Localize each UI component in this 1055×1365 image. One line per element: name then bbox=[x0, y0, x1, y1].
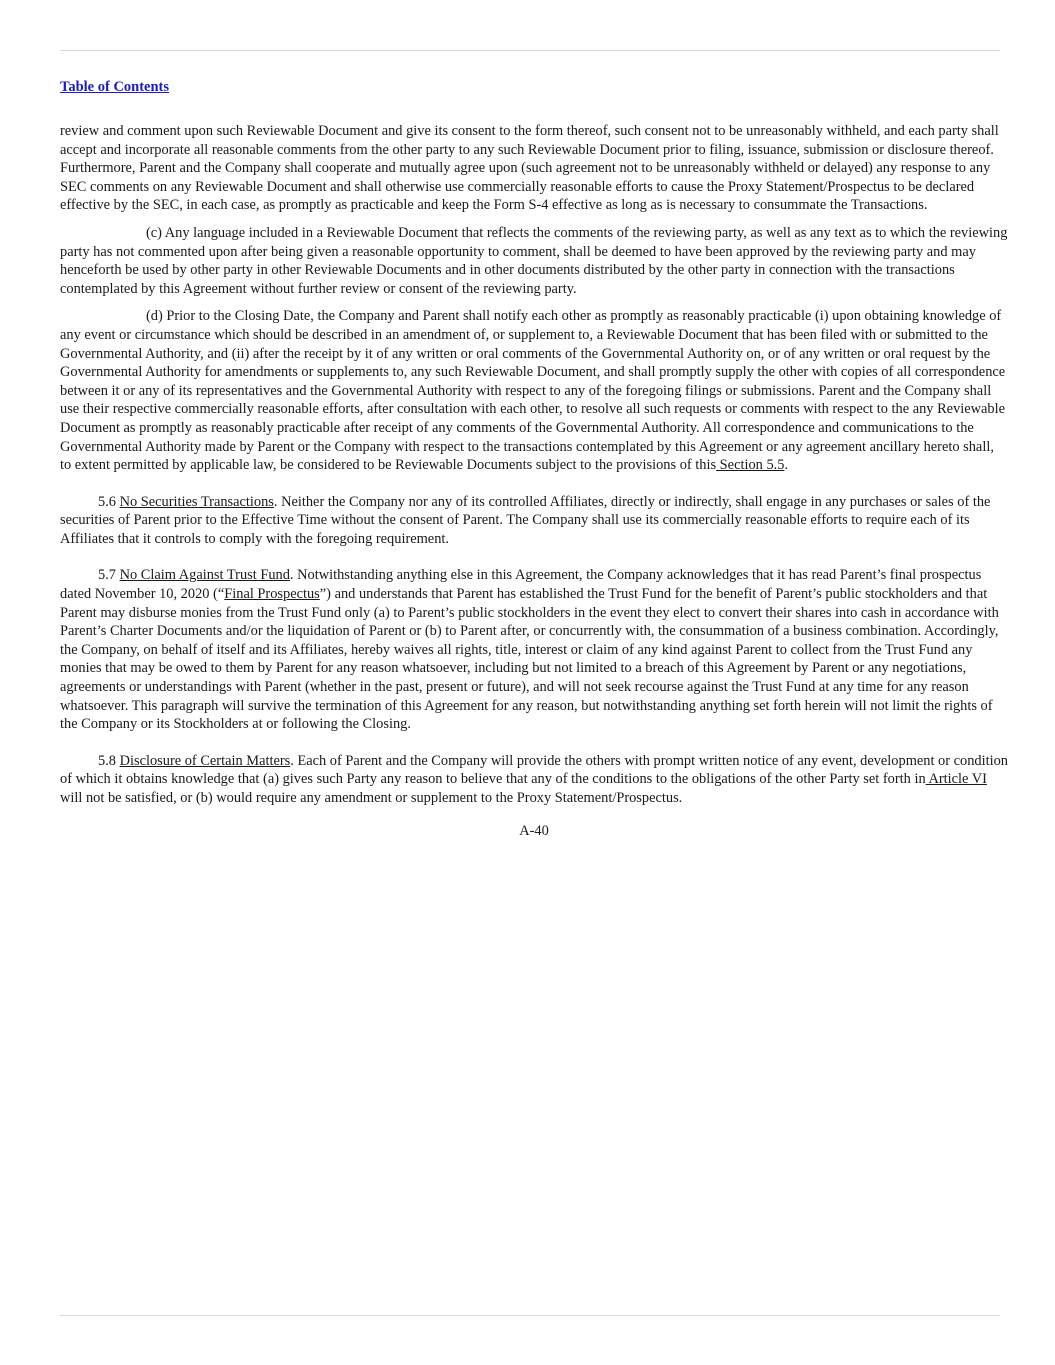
paragraph-review-comment: review and comment upon such Reviewable Document and give its consent to the form thereof, such consent not to be unreasonably withheld, and each party shall accept and incorporate all reasonable comments from the other party to any such Reviewable Document prior to filing, issuance, submission or disclosure thereof. Furthermore, Parent and the Company shall cooperate and mutually agree upon (such agreement not to be unreasonably withheld or delayed) any response to any SEC comments on any Reviewable Document and shall otherwise use commercially reasonable efforts to cause the Proxy Statement/Prospectus to be declared effective by the SEC, in each case, as promptly as practicable and keep the Form S-4 effective as long as is necessary to consummate the Transactions. bbox=[60, 123, 999, 214]
table-of-contents-link[interactable]: Table of Contents bbox=[60, 79, 170, 95]
section-5-6-number: 5.6 bbox=[98, 493, 120, 510]
page-number: A-40 bbox=[519, 822, 549, 839]
document-body bbox=[60, 122, 1008, 840]
section-5-6 bbox=[60, 493, 1008, 549]
section-5-8-number: 5.8 bbox=[98, 752, 120, 769]
section-5-8-text-a: . Each of Parent and the Company will provide the others with prompt written notice of any event, development or condition of which it obtains knowledge that (a) gives such Party any reason to believe that any of the conditions to the obligations of the other Party set forth in bbox=[60, 752, 1009, 788]
section-5-7 bbox=[60, 566, 1008, 733]
section-5-6-text: . Neither the Company nor any of its controlled Affiliates, directly or indirectly, shall engage in any purchases or sales of the securities of Parent prior to the Effective Time without the consent of Parent. The Company shall use its commercially reasonable efforts to require each of its Affiliates that it controls to comply with the foregoing requirement. bbox=[60, 493, 991, 547]
section-5-7-number: 5.7 bbox=[98, 567, 120, 584]
section-5-7-text-a: . Notwithstanding anything else in this Agreement, the Company acknowledges that it has read Parent’s final prospectus dated November 10, 2020 (“ bbox=[60, 567, 982, 603]
paragraph-c: (c) Any language included in a Reviewable Document that reflects the comments of the reviewing party, as well as any text as to which the reviewing party has not commented upon after being given a reasonable opportunity to comment, shall be deemed to have been approved by the reviewing party and may henceforth be used by other party in other Reviewable Documents and in other documents distributed by the other party in connection with the transactions contemplated by this Agreement without further review or consent of the reviewing party. bbox=[60, 224, 1008, 297]
final-prospectus-term: Final Prospectus bbox=[224, 586, 320, 603]
paragraph-d-text: (d) Prior to the Closing Date, the Company and Parent shall notify each other as promptly as reasonably practicable (i) upon obtaining knowledge of any event or circumstance which should be described in an amendment of, or supplement to, a Reviewable Document that has been filed with or submitted to the Governmental Authority, and (ii) after the receipt by it of any written or oral comments of the Governmental Authority on, or of any written or oral request by the Governmental Authority for amendments or supplements to, any such Reviewable Document, and shall promptly supply the other with copies of all correspondence between it or any of its representatives and the Governmental Authority with respect to any of the foregoing filings or submissions. Parent and the Company shall use their respective commercially reasonable efforts, after consultation with each other, to resolve all such requests or comments with respect to the any Reviewable Document as promptly as reasonably practicable after receipt of any comments of the Governmental Authority. All correspondence and communications to the Governmental Authority made by Parent or the Company with respect to the transactions contemplated by this Agreement or any agreement ancillary hereto shall, to extent permitted by applicable law, be considered to be Reviewable Documents subject to the provisions of this bbox=[60, 308, 1006, 474]
section-5-7-title: No Claim Against Trust Fund bbox=[119, 567, 290, 584]
article-vi-reference: Article VI bbox=[925, 771, 987, 788]
section-5-8-title: Disclosure of Certain Matters bbox=[119, 752, 291, 769]
section-5-7-text-b: ”) and understands that Parent has established the Trust Fund for the benefit of Parent’s public stockholders and that Parent may disburse monies from the Trust Fund only (a) to Parent’s public stockholders in the event they elect to convert their shares into cash in accordance with Parent’s Charter Documents and/or the liquidation of Parent or (b) to Parent after, or concurrently with, the consummation of a business combination. Accordingly, the Company, on behalf of itself and its Affiliates, hereby waives all rights, title, interest or claim of any kind against Parent to collect from the Trust Fund any monies that may be owed to them by Parent for any reason whatsoever, including but not limited to a breach of this Agreement by Parent or any negotiations, agreements or understandings with Parent (whether in the past, present or future), and will not seek recourse against the Trust Fund at any time for any reason whatsoever. This paragraph will survive the termination of this Agreement for any reason, but notwithstanding anything set forth herein will not limit the rights of the Company or its Stockholders at or following the Closing. bbox=[60, 586, 999, 733]
section-5-6-title: No Securities Transactions bbox=[119, 493, 274, 510]
section-5-8-text-b: will not be satisfied, or (b) would require any amendment or supplement to the Proxy Statement/Prospectus. bbox=[60, 790, 683, 806]
paragraph-d bbox=[60, 307, 1008, 474]
top-divider bbox=[60, 50, 1000, 51]
bottom-divider bbox=[60, 1315, 1000, 1316]
paragraph-d-end: . bbox=[784, 457, 789, 474]
section-5-5-reference: Section 5.5 bbox=[716, 457, 785, 474]
section-5-8 bbox=[60, 752, 1008, 808]
